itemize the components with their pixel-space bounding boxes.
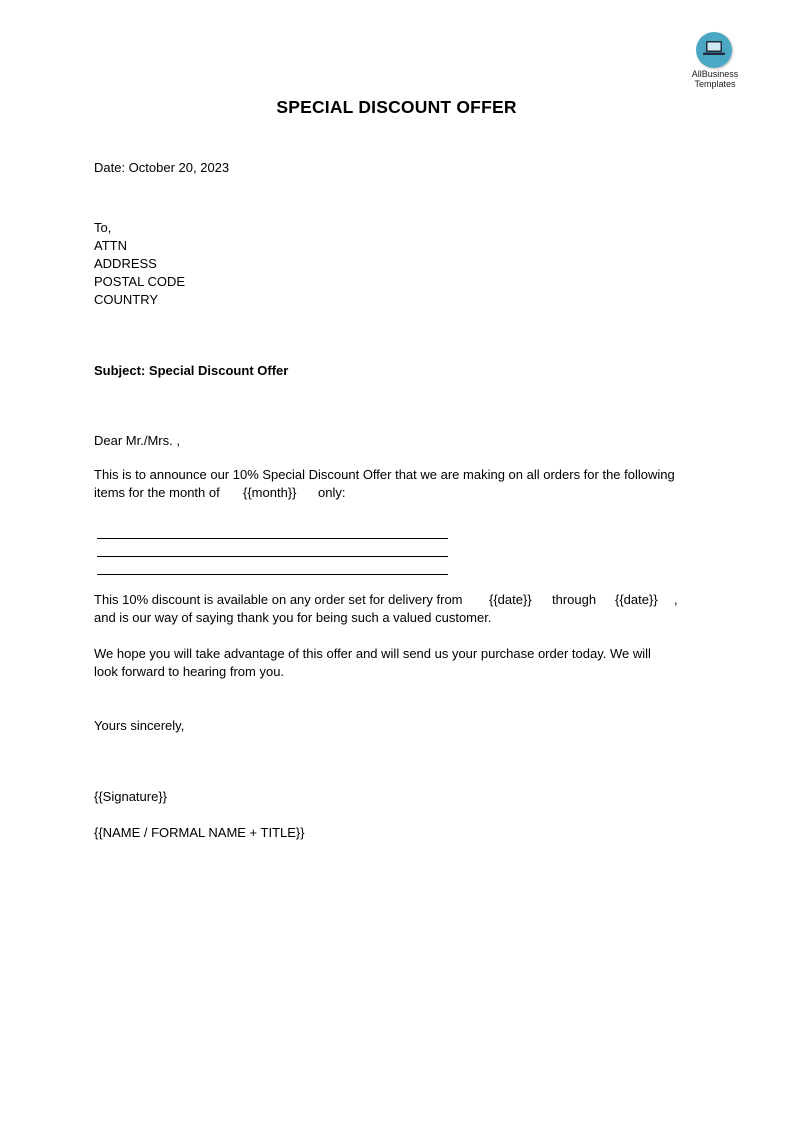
name-title-placeholder: {{NAME / FORMAL NAME + TITLE}} — [94, 825, 305, 840]
letter-subject: Subject: Special Discount Offer — [94, 363, 289, 378]
para1-line2-end: only: — [318, 485, 346, 500]
para2-comma: , — [674, 592, 678, 607]
para2-line1-start: This 10% discount is available on any order set for delivery from — [94, 592, 463, 607]
signature-placeholder: {{Signature}} — [94, 789, 168, 804]
address-country: COUNTRY — [94, 292, 159, 307]
blank-item-line — [97, 574, 448, 575]
document-title: SPECIAL DISCOUNT OFFER — [276, 97, 517, 117]
blank-item-line — [97, 538, 448, 539]
laptop-icon — [702, 40, 726, 58]
logo-text-line1: AllBusiness — [691, 69, 739, 79]
logo-text — [683, 69, 747, 89]
para1-line1: This is to announce our 10% Special Discount Offer that we are making on all orders for the following — [94, 467, 675, 482]
through-text: through — [552, 592, 597, 607]
date-from-placeholder: {{date}} — [489, 592, 532, 607]
para1-line2-start: items for the month of — [94, 485, 220, 500]
address-address: ADDRESS — [94, 256, 157, 271]
blank-item-line — [97, 556, 448, 557]
date-to-placeholder: {{date}} — [615, 592, 658, 607]
para2-line2: and is our way of saying thank you for being such a valued customer. — [94, 610, 492, 625]
address-to: To, — [94, 220, 112, 235]
salutation: Dear Mr./Mrs. , — [94, 433, 180, 448]
closing: Yours sincerely, — [94, 718, 185, 733]
address-postal-code: POSTAL CODE — [94, 274, 186, 289]
month-placeholder: {{month}} — [243, 485, 297, 500]
logo-circle — [696, 32, 732, 68]
para3-line1: We hope you will take advantage of this offer and will send us your purchase order today. We will — [94, 646, 651, 661]
logo-text-line2: Templates — [694, 79, 736, 89]
address-attn: ATTN — [94, 238, 127, 253]
letter-date: Date: October 20, 2023 — [94, 160, 230, 175]
para3-line2: look forward to hearing from you. — [94, 664, 285, 679]
